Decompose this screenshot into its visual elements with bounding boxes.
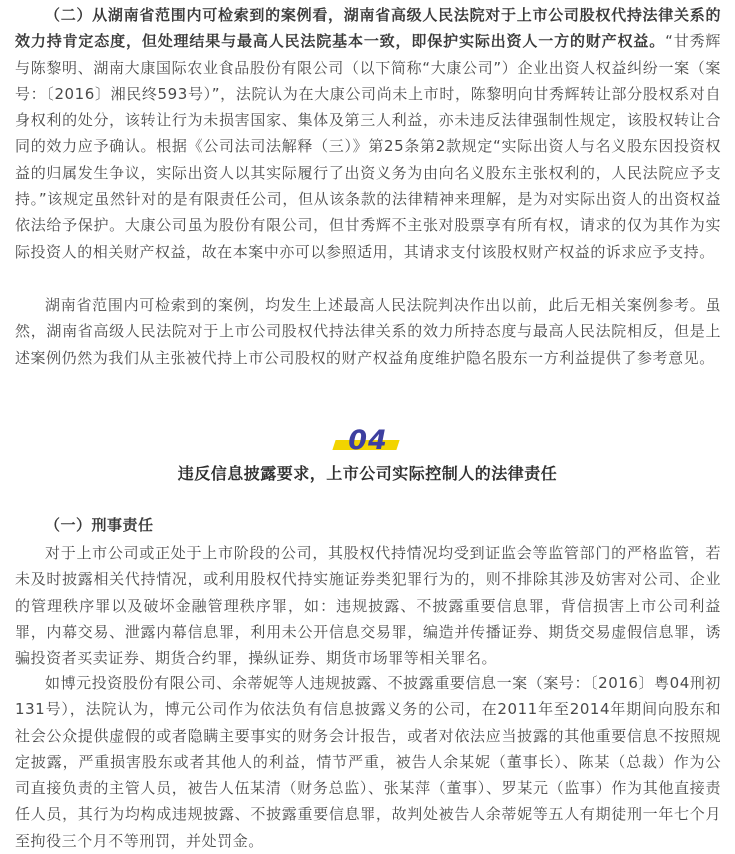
subheading-criminal-liability: （一）刑事责任 — [45, 516, 154, 534]
paragraph-boyuan-case: 如博元投资股份有限公司、余蒂妮等人违规披露、不披露重要信息一案（案号：〔2016〕粤04刑初131号），法院认为，博元公司作为依法负有信息披露义务的公司，在2011年至2014年期间向股东和社会公众提供虚假的或者隐瞒主要事实的财务会计报告，或者对依法应当披露的其他重要信息不按照规定披露，严重损害股东或者其他人的利益，情节严重，被告人余某妮（董事长）、陈某（总裁）作为公司直接负责的主管人员，被告人伍某清（财务总监）、张某萍（董事）、罗某元（监事）作为其他直接责任人员，其行为均构成违规披露、不披露重要信息罪，故判处被告人余蒂妮等五人有期徒刑一年七个月至拘役三个月不等刑罚，并处罚金。 — [15, 674, 721, 850]
paragraph-summary: 湖南省范围内可检索到的案例，均发生上述最高人民法院判决作出以前，此后无相关案例参考。虽然，湖南省高级人民法院对于上市公司股权代持法律关系的效力所持态度与最高人民法院相反，但是上述案例仍然为我们从主张被代持上市公司股权的财产权益角度维护隐名股东一方利益提供了参考意见。 — [15, 296, 721, 367]
paragraph-body: “甘秀辉与陈黎明、湖南大康国际农业食品股份有限公司（以下简称“大康公司”）企业出资人权益纠纷一案（案号：〔2016〕湘民终593号）”，法院认为在大康公司尚未上市时，陈黎明向甘秀辉转让部分股权系对自身权利的处分，该转让行为未损害国家、集体及第三人利益，亦未违反法律强制性规定，该股权转让合同的效力应予确认。根据《公司法司法解释（三）》第25条第2款规定“实际出资人与名义股东因投资权益的归属发生争议，实际出资人以其实际履行了出资义务为由向名义股东主张权利的，人民法院应予支持。”该规定虽然针对的是有限责任公司，但从该条款的法律精神来理解，是为对实际出资人的出资权益依法给予保护。大康公司虽为股份有限公司，但甘秀辉不主张对股票享有所有权，请求的仅为其作为实际投资人的相关财产权益，故在本案中亦可以参照适用，其请求支付该股权财产权益的诉求应予支持。 — [15, 32, 721, 261]
section-number: 04 — [348, 425, 388, 456]
section-number-badge — [332, 424, 404, 458]
paragraph-hunan-cases — [15, 2, 721, 265]
paragraph-criminal-liability: 对于上市公司或正处于上市阶段的公司，其股权代持情况均受到证监会等监管部门的严格监管，若未及时披露相关代持情况，或利用股权代持实施证券类犯罪行为的，则不排除其涉及妨害对公司、企业的管理秩序罪以及破坏金融管理秩序罪，如：违规披露、不披露重要信息罪，背信损害上市公司利益罪，内幕交易、泄露内幕信息罪，利用未公开信息交易罪，编造并传播证券、期货交易虚假信息罪，诱骗投资者买卖证券、期货合约罪，操纵证券、期货市场罪等相关罪名。 — [15, 544, 721, 668]
paragraph-bold-lead: （二）从湖南省范围内可检索到的案例看，湖南省高级人民法院对于上市公司股权代持法律关系的效力持肯定态度，但处理结果与最高人民法院基本一致，即保护实际出资人一方的财产权益。 — [15, 6, 721, 51]
section-title: 违反信息披露要求，上市公司实际控制人的法律责任 — [177, 464, 558, 483]
